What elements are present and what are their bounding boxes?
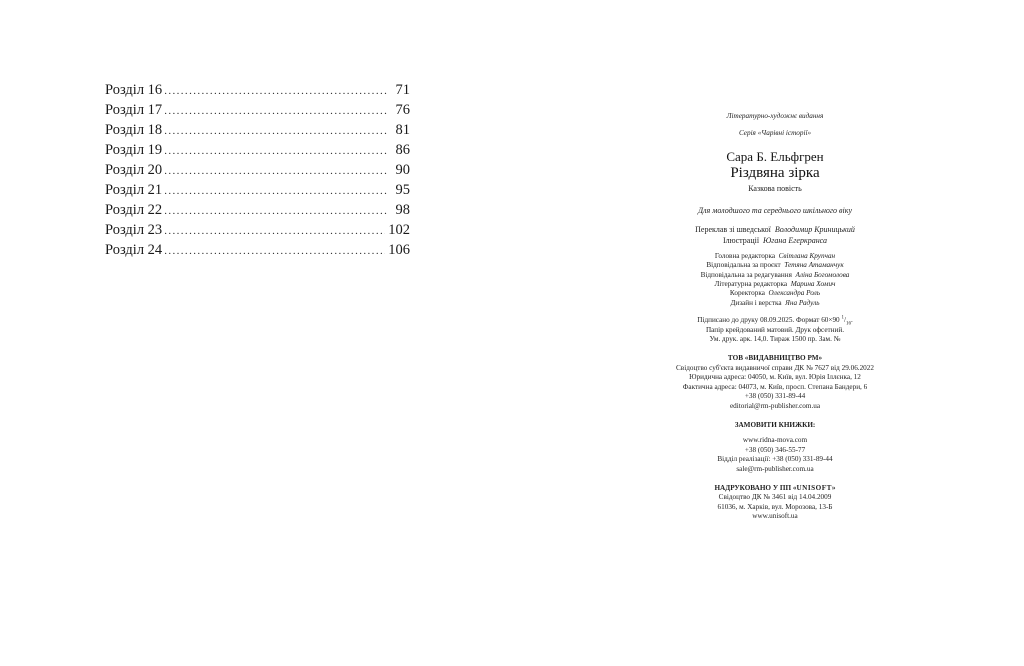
printer-heading [640,484,910,493]
toc-row [105,240,410,260]
credit-name: Яна Радуль [785,298,820,307]
format-denominator: 16 [845,321,851,327]
credit-line [640,289,910,298]
credit-role: Головна редакторка [714,251,776,260]
toc-page-number: 76 [395,102,410,118]
toc-leader-dots [164,201,389,221]
translation-label: Переклав зі шведської [695,224,771,234]
printer-heading-name: UNISOFT [796,483,832,492]
book-genre: Казкова повість [748,183,802,193]
toc-leader-dots [164,141,389,161]
toc-leader-dots [164,181,389,201]
credit-name: Аліна Богомолова [795,270,850,279]
order-email: sale@rm-publisher.com.ua [736,464,814,473]
toc-page-number: 98 [395,202,410,218]
publisher-actual-address: Фактична адреса: 04073, м. Київ, просп. Степана Бандери, 6 [682,382,868,391]
translation-line [640,224,910,235]
toc-label: Розділ 20 [105,162,163,178]
order-phone: +38 (050) 346-55-77 [744,445,806,454]
printer-heading-suffix: » [831,483,836,492]
publisher-phone: +38 (050) 331-89-44 [744,392,806,401]
credit-line [640,271,910,280]
toc-leader-dots [164,81,389,101]
toc-label: Розділ 19 [105,142,163,158]
publisher-email: editorial@rm-publisher.com.ua [729,401,821,410]
credit-name: Тетяна Атаманчук [784,261,844,270]
toc-leader-dots [164,101,389,121]
audience: Для молодшого та середнього шкільного віку [697,205,853,215]
publisher-certificate: Свідоцтво суб'єкта видавничої справи ДК № 7627 від 29.06.2022 [676,363,874,372]
format-numerator: 1 [841,315,844,321]
toc-label: Розділ 23 [105,222,163,238]
toc-row [105,200,410,220]
book-title: Різдвяна зірка [730,164,820,181]
toc-page-number: 81 [395,122,410,138]
illustrator-name: Югана Егеркранса [763,235,828,245]
toc-row [105,180,410,200]
credit-role: Коректорка [729,289,765,298]
toc-row [105,100,410,120]
credit-name: Світлана Крупчан [778,251,836,260]
book-author: Сара Б. Ельфгрен [726,148,824,164]
print-paper-line: Папір крейдований матовий. Друк офсетний. [705,325,845,334]
printer-certificate: Свідоцтво ДК № 3461 від 14.04.2009 [718,493,832,502]
printer-heading-prefix: НАДРУКОВАНО У ПП « [714,483,797,492]
toc-label: Розділ 17 [105,102,163,118]
credit-line [640,299,910,308]
toc-leader-dots [164,221,385,241]
toc-leader-dots [164,161,389,181]
toc-page-number: 102 [388,222,410,238]
toc-leader-dots [164,241,385,261]
toc-row [105,160,410,180]
toc-row [105,140,410,160]
print-signed-line: Підписано до друку 08.09.2025. Формат 60×90 $^1/_{16}$. [697,315,853,327]
toc-label: Розділ 24 [105,242,163,258]
imprint-block [640,112,910,522]
credit-line [640,252,910,261]
credit-line [640,280,910,289]
publisher-legal-address: Юридична адреса: 04050, м. Київ, вул. Юрія Іллєнка, 12 [689,373,861,382]
publisher-name: ТОВ «ВИДАВНИЦТВО РМ» [727,354,823,363]
toc-row [105,220,410,240]
credit-name: Марина Хомич [790,280,836,289]
printer-website: www.unisoft.ua [752,512,798,521]
order-sales: Відділ реалізації: +38 (050) 331-89-44 [717,455,833,464]
toc-label: Розділ 22 [105,202,163,218]
edition-type: Літературно-художнє видання [726,112,824,120]
order-website: www.ridna-mova.com [742,436,808,445]
illustrations-line [640,235,910,246]
toc-page-number: 106 [388,242,410,258]
credit-name: Олександра Роль [768,289,821,298]
printer-address: 61036, м. Харків, вул. Морозова, 13-Б [717,502,833,511]
toc-page-number: 90 [395,162,410,178]
table-of-contents [105,80,410,260]
credit-line [640,261,910,270]
toc-leader-dots [164,121,389,141]
credit-role: Літературна редакторка [714,280,788,289]
toc-page-number: 86 [395,142,410,158]
credit-role: Відповідальна за редагування [700,270,792,279]
print-signed-text: Підписано до друку 08.09.2025. Формат 60×90 [697,316,840,325]
print-sheets-line: Ум. друк. арк. 14,0. Тираж 1500 пр. Зам. № [709,335,841,344]
illustrations-label: Ілюстрації [722,235,760,245]
credit-role: Відповідальна за проєкт [706,261,781,270]
series-title: Серія «Чарівні історії» [738,129,812,138]
credit-role: Дизайн і верстка [730,298,782,307]
toc-page-number: 71 [395,82,410,98]
toc-label: Розділ 16 [105,82,163,98]
toc-page-number: 95 [395,182,410,198]
toc-label: Розділ 21 [105,182,163,198]
toc-row [105,80,410,100]
order-heading: ЗАМОВИТИ КНИЖКИ: [734,420,816,429]
toc-row [105,120,410,140]
toc-label: Розділ 18 [105,122,163,138]
translator-name: Володимир Криницький [774,224,855,234]
